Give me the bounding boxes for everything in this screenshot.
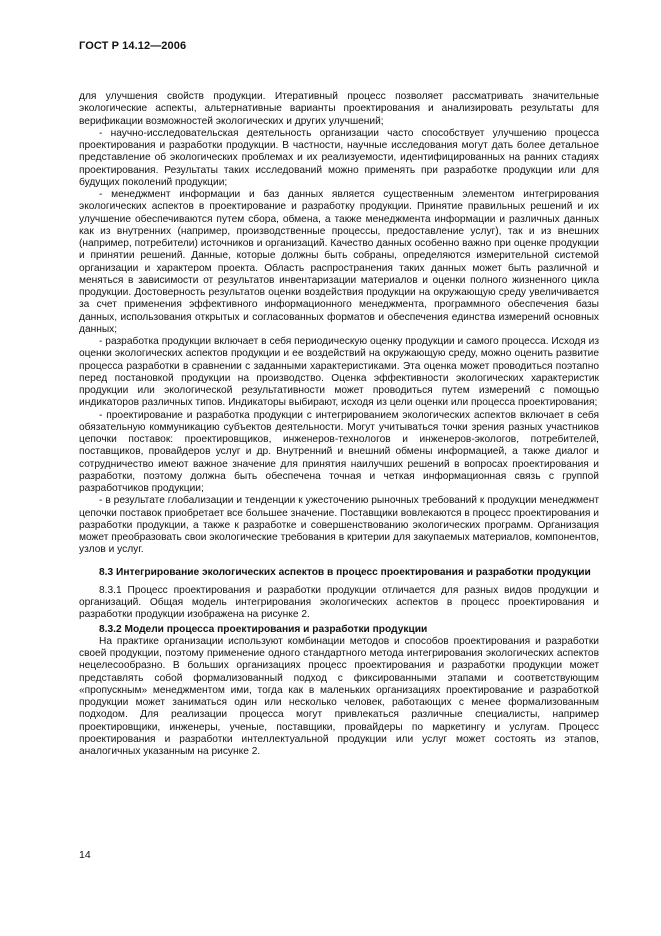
list-item-product-evaluation: - разработка продукции включает в себя периодическую оценку продукции и самого процесса. Исходя из оценки экологических аспектов продукции и ее воздействий на окружающую среду, можно оценить развитие процесса разработки в сравнении с заданными характеристиками. Эта оценка может проводиться поэтапно перед постановкой продукции на производство. Оценка эффективности экологических характеристик продукции или экологической результативности может проводиться путем измерений с помощью индикаторов различных типов. Индикаторы выбирают, исходя из цели оценки или процесса проектирования;: [79, 336, 599, 409]
paragraph-8-3-2: На практике организации используют комбинации методов и способов проектирования и разработки своей продукции, поэтому применение одного стандартного метода интегрирования экологических аспектов нецелесообразно. В больших организациях процесс проектирования и разработки продукции может представлять собой формализованный подход с фиксированными этапами и соответствующим «пропускным» менеджментом ими, тогда как в маленьких организациях проектирование и разработкой продукции может заниматься один или несколько человек, работающих с менее формализованным подходом. Для реализации процесса могут привлекаться различные специалисты, например проектировщики, инженеры, ученые, поставщики, провайдеры по маркетингу и услугам. Процесс проектирования и разработки интеллектуальной продукции или услуг может состоять из этапов, аналогичных указанным на рисунке 2.: [79, 635, 599, 757]
list-item-research: - научно-исследовательская деятельность организации часто способствует улучшению процесса проектирования и разработки продукции. В частности, научные исследования могут дать более детальное представление об экологических проблемах и их реализуемости, идентифицированных на ранних стадиях проектирования. Результаты таких исследований можно применять при разработке продукции или для будущих поколений продукции;: [79, 127, 599, 188]
section-heading-8-3: 8.3 Интегрирование экологических аспектов в процесс проектирования и разработки продукции: [99, 566, 591, 578]
document-body: [79, 91, 599, 758]
list-item-communication: - проектирование и разработка продукции с интегрированием экологических аспектов включает в себя обязательную коммуникацию субъектов деятельности. Могут учитываться точки зрения разных участников цепочки поставок: проектировщиков, инженеров-технологов и инженеров-экологов, потребителей, поставщиков, провайдеров услуг и др. Внутренний и внешний обмены информацией, а также диалог и сотрудничество имеют важное значение для принятия наилучших решений в вопросах проектирования и разработки, поэтому должна быть обеспечена точная и четкая информационная связь с группой разработчиков продукции;: [79, 409, 599, 494]
subsection-heading-8-3-2: 8.3.2 Модели процесса проектирования и разработки продукции: [99, 623, 428, 635]
paragraph-8-3-1: 8.3.1 Процесс проектирования и разработки продукции отличается для разных видов продукции и организаций. Общая модель интегрирования экологических аспектов в процесс проектирования и разработки продукции изображена на рисунке 2.: [79, 584, 599, 621]
paragraph-continuation: для улучшения свойств продукции. Итеративный процесс позволяет рассматривать значительные экологические аспекты, альтернативные варианты проектирования и анализировать результаты для верификации возможностей экологических и других улучшений;: [79, 91, 599, 127]
document-header: ГОСТ Р 14.12—2006: [79, 40, 187, 52]
list-item-supply-chain: - в результате глобализации и тенденции к ужесточению рыночных требований к продукции менеджмент цепочки поставок приобретает все большее значение. Поставщики вовлекаются в процесс проектирования и разработки продукции, а также к разработке и совершенствованию экологических программ. Организация может преобразовать свои экологические требования в критерии для закупаемых материалов, компонентов, узлов и услуг.: [79, 495, 599, 556]
page-number: 14: [79, 849, 91, 861]
list-item-information-management: - менеджмент информации и баз данных является существенным элементом интегрирования экологических аспектов в проектирование и разработку продукции. Принятие правильных решений и их улучшение обеспечиваются путем сбора, обмена, а также менеджмента информации и различных данных как из внутренних (например, производственные процессы, предоставление услуг), так и из внешних (например, потребители) источников и организаций. Качество данных особенно важно при оценке продукции и принятии решений. Данные, которые должны быть собраны, определяются измерительной системой организации и характером проекта. Область распространения таких данных может быть различной и меняться в зависимости от результатов инвентаризации материалов и оценки полного жизненного цикла продукции. Достоверность результатов оценки воздействия продукции на окружающую среду увеличивается за счет применения эффективного информационного менеджмента, программного обеспечения базы данных, использования открытых и согласованных форматов и обеспечения единства измерений основных данных;: [79, 189, 599, 335]
